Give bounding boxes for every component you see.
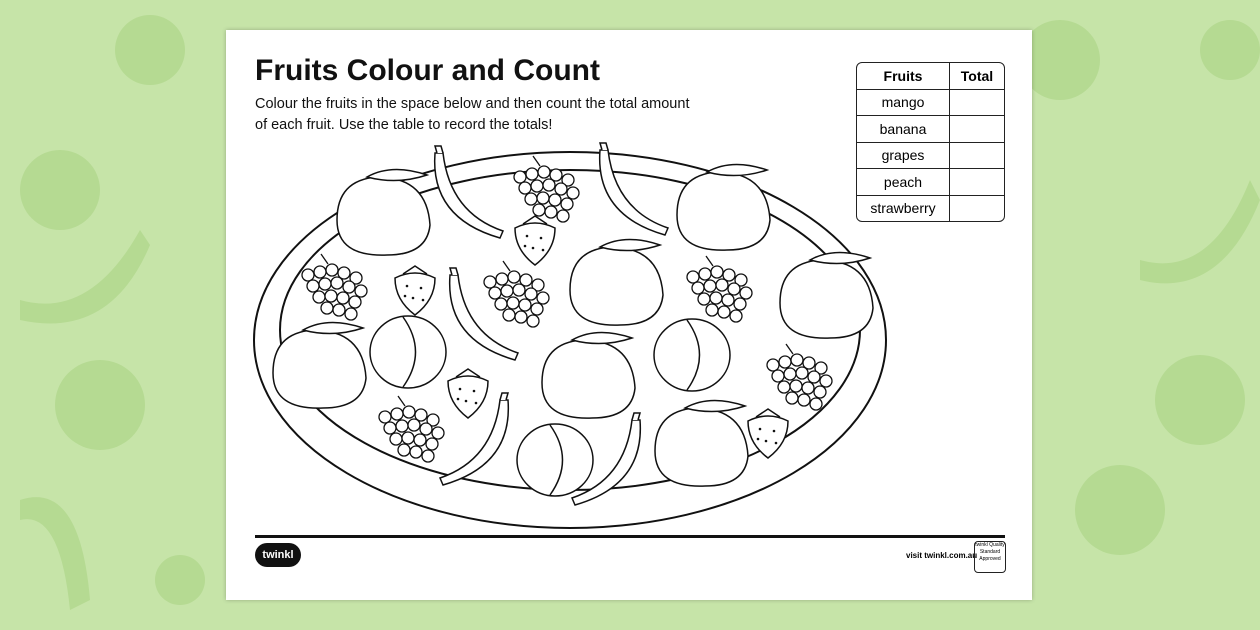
fruit-cell: strawberry (857, 196, 950, 222)
fruit-cell: mango (857, 90, 950, 117)
twinkl-logo: twinkl (255, 543, 301, 567)
visit-link[interactable]: visit twinkl.com.au (906, 551, 978, 560)
fruit-cell: peach (857, 169, 950, 196)
header-total: Total (950, 63, 1004, 90)
quality-badge: twinkl Quality Standard Approved (974, 541, 1006, 573)
header-fruits: Fruits (857, 63, 950, 90)
fruit-cell: grapes (857, 143, 950, 170)
page-title: Fruits Colour and Count (255, 54, 600, 87)
fruit-cell: banana (857, 116, 950, 143)
instructions: Colour the fruits in the space below and then count the total amount of each fruit. Use the table to record the totals! (255, 96, 690, 133)
